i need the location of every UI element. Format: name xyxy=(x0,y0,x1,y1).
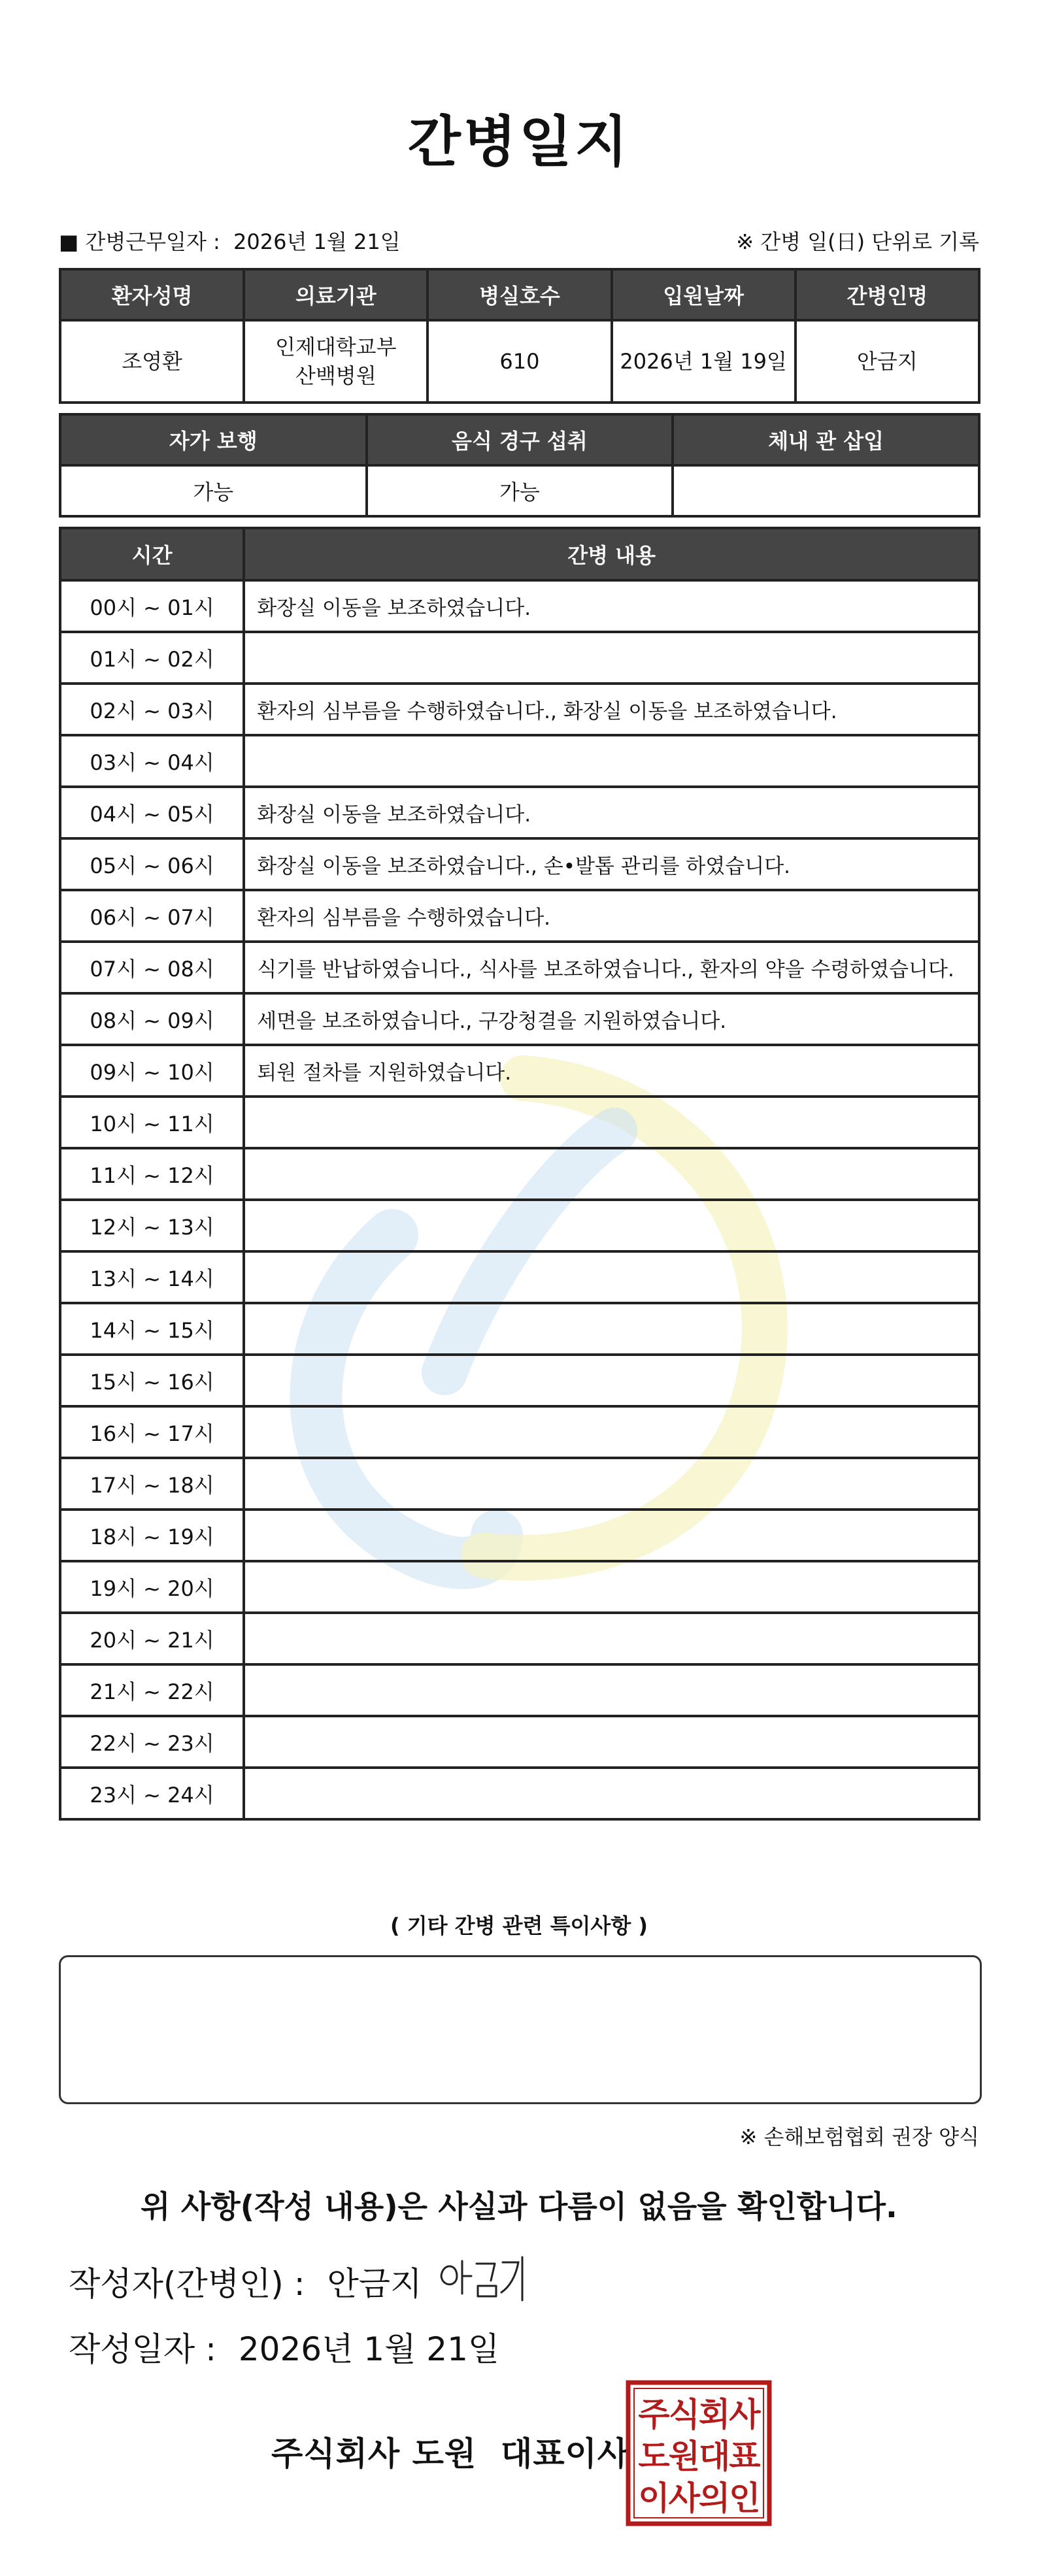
header-time: 시간 xyxy=(60,528,244,580)
log-time-cell: 15시 ~ 16시 xyxy=(60,1355,244,1406)
write-date-label: 작성일자 : xyxy=(69,2330,216,2368)
header-hospital: 의료기관 xyxy=(244,269,427,320)
log-time-cell: 04시 ~ 05시 xyxy=(60,787,244,838)
log-time-cell: 19시 ~ 20시 xyxy=(60,1561,244,1613)
ability-value-row xyxy=(60,465,979,516)
log-content-cell xyxy=(244,1458,979,1510)
log-time-cell: 21시 ~ 22시 xyxy=(60,1664,244,1716)
header-patient-name: 환자성명 xyxy=(60,269,244,320)
log-content-cell xyxy=(244,1768,979,1819)
log-row xyxy=(60,1561,979,1613)
notes-box xyxy=(59,1955,982,2104)
log-time-cell: 14시 ~ 15시 xyxy=(60,1303,244,1355)
log-content-cell: 환자의 심부름을 수행하였습니다., 화장실 이동을 보조하였습니다. xyxy=(244,684,979,735)
svg-text:주식회사: 주식회사 xyxy=(638,2396,760,2434)
log-row xyxy=(60,1510,979,1561)
work-date-label: ■ 간병근무일자 : xyxy=(59,229,220,254)
company-representative: 주식회사 도원 대표이사 xyxy=(271,2435,630,2473)
svg-text:이사의인: 이사의인 xyxy=(638,2479,760,2517)
log-content-cell xyxy=(244,1355,979,1406)
log-row xyxy=(60,993,979,1045)
log-row xyxy=(60,580,979,632)
log-time-cell: 13시 ~ 14시 xyxy=(60,1251,244,1303)
log-content-cell: 세면을 보조하였습니다., 구강청결을 지원하였습니다. xyxy=(244,993,979,1045)
header-room-number: 병실호수 xyxy=(427,269,611,320)
log-content-cell xyxy=(244,1148,979,1200)
notes-title: ( 기타 간병 관련 특이사항 ) xyxy=(390,1913,648,1938)
header-self-walking: 자가 보행 xyxy=(60,414,367,465)
patient-info-table xyxy=(59,268,980,404)
log-content-cell xyxy=(244,1613,979,1664)
value-hospital: 인제대학교부산백병원 xyxy=(244,320,427,403)
patient-header-row xyxy=(60,269,979,320)
header-oral-intake: 음식 경구 섭취 xyxy=(367,414,673,465)
writer-label: 작성자(간병인) : xyxy=(69,2265,305,2303)
value-patient-name: 조영환 xyxy=(60,320,244,403)
care-log-table xyxy=(59,527,980,1821)
write-date-value: 2026년 1월 21일 xyxy=(238,2330,500,2368)
log-row xyxy=(60,632,979,684)
log-content-cell: 화장실 이동을 보조하였습니다. xyxy=(244,787,979,838)
log-time-cell: 18시 ~ 19시 xyxy=(60,1510,244,1561)
log-content-cell: 식기를 반납하였습니다., 식사를 보조하였습니다., 환자의 약을 수령하였습니다. xyxy=(244,942,979,993)
log-row xyxy=(60,942,979,993)
log-content-cell xyxy=(244,1510,979,1561)
log-time-cell: 06시 ~ 07시 xyxy=(60,890,244,942)
value-tube-insertion xyxy=(673,465,979,516)
log-row xyxy=(60,1355,979,1406)
log-row xyxy=(60,787,979,838)
log-time-cell: 20시 ~ 21시 xyxy=(60,1613,244,1664)
log-time-cell: 16시 ~ 17시 xyxy=(60,1406,244,1458)
document-title: 간병일지 xyxy=(407,110,631,174)
log-row xyxy=(60,1458,979,1510)
log-time-cell: 01시 ~ 02시 xyxy=(60,632,244,684)
log-time-cell: 02시 ~ 03시 xyxy=(60,684,244,735)
log-row xyxy=(60,1664,979,1716)
log-row xyxy=(60,1251,979,1303)
log-content-cell: 퇴원 절차를 지원하였습니다. xyxy=(244,1045,979,1097)
log-time-cell: 08시 ~ 09시 xyxy=(60,993,244,1045)
log-row xyxy=(60,1613,979,1664)
log-row xyxy=(60,1148,979,1200)
value-self-walking: 가능 xyxy=(60,465,367,516)
log-content-cell xyxy=(244,632,979,684)
log-time-cell: 17시 ~ 18시 xyxy=(60,1458,244,1510)
header-caregiver-name: 간병인명 xyxy=(795,269,979,320)
log-row xyxy=(60,890,979,942)
company-seal-stamp xyxy=(624,2379,773,2528)
log-content-cell xyxy=(244,1561,979,1613)
log-body xyxy=(60,580,979,1819)
log-time-cell: 23시 ~ 24시 xyxy=(60,1768,244,1819)
header-admission-date: 입원날짜 xyxy=(612,269,795,320)
log-time-cell: 11시 ~ 12시 xyxy=(60,1148,244,1200)
handwritten-signature xyxy=(435,2247,533,2305)
log-content-cell xyxy=(244,735,979,787)
log-row xyxy=(60,735,979,787)
log-header-row xyxy=(60,528,979,580)
work-date-line xyxy=(59,225,401,256)
log-content-cell xyxy=(244,1200,979,1251)
log-row xyxy=(60,1200,979,1251)
unit-note: ※ 간병 일(日) 단위로 기록 xyxy=(736,229,979,254)
log-row xyxy=(60,1768,979,1819)
confirmation-statement: 위 사항(작성 내용)은 사실과 다름이 없음을 확인합니다. xyxy=(141,2189,897,2225)
log-content-cell xyxy=(244,1664,979,1716)
value-room-number: 610 xyxy=(427,320,611,403)
log-time-cell: 05시 ~ 06시 xyxy=(60,838,244,890)
log-row xyxy=(60,1406,979,1458)
log-content-cell xyxy=(244,1406,979,1458)
log-content-cell: 환자의 심부름을 수행하였습니다. xyxy=(244,890,979,942)
log-time-cell: 09시 ~ 10시 xyxy=(60,1045,244,1097)
log-time-cell: 10시 ~ 11시 xyxy=(60,1097,244,1148)
log-row xyxy=(60,1097,979,1148)
log-content-cell: 화장실 이동을 보조하였습니다. xyxy=(244,580,979,632)
log-time-cell: 03시 ~ 04시 xyxy=(60,735,244,787)
log-time-cell: 12시 ~ 13시 xyxy=(60,1200,244,1251)
ability-header-row xyxy=(60,414,979,465)
log-content-cell: 화장실 이동을 보조하였습니다., 손•발톱 관리를 하였습니다. xyxy=(244,838,979,890)
log-time-cell: 07시 ~ 08시 xyxy=(60,942,244,993)
patient-ability-table xyxy=(59,413,980,518)
value-admission-date: 2026년 1월 19일 xyxy=(612,320,795,403)
value-oral-intake: 가능 xyxy=(367,465,673,516)
log-content-cell xyxy=(244,1303,979,1355)
value-caregiver-name: 안금지 xyxy=(795,320,979,403)
log-time-cell: 22시 ~ 23시 xyxy=(60,1716,244,1768)
log-row xyxy=(60,1716,979,1768)
header-tube-insertion: 체내 관 삽입 xyxy=(673,414,979,465)
log-content-cell xyxy=(244,1716,979,1768)
svg-text:도원대표: 도원대표 xyxy=(638,2437,760,2475)
log-content-cell xyxy=(244,1097,979,1148)
log-row xyxy=(60,684,979,735)
writer-line xyxy=(69,2258,422,2305)
log-row xyxy=(60,1045,979,1097)
log-time-cell: 00시 ~ 01시 xyxy=(60,580,244,632)
log-row xyxy=(60,838,979,890)
work-date-value: 2026년 1월 21일 xyxy=(233,229,401,254)
write-date-line xyxy=(69,2323,499,2370)
header-care-content: 간병 내용 xyxy=(244,528,979,580)
log-content-cell xyxy=(244,1251,979,1303)
patient-value-row xyxy=(60,320,979,403)
form-note: ※ 손해보험협회 권장 양식 xyxy=(739,2124,979,2149)
writer-name: 안금지 xyxy=(327,2265,422,2303)
log-row xyxy=(60,1303,979,1355)
